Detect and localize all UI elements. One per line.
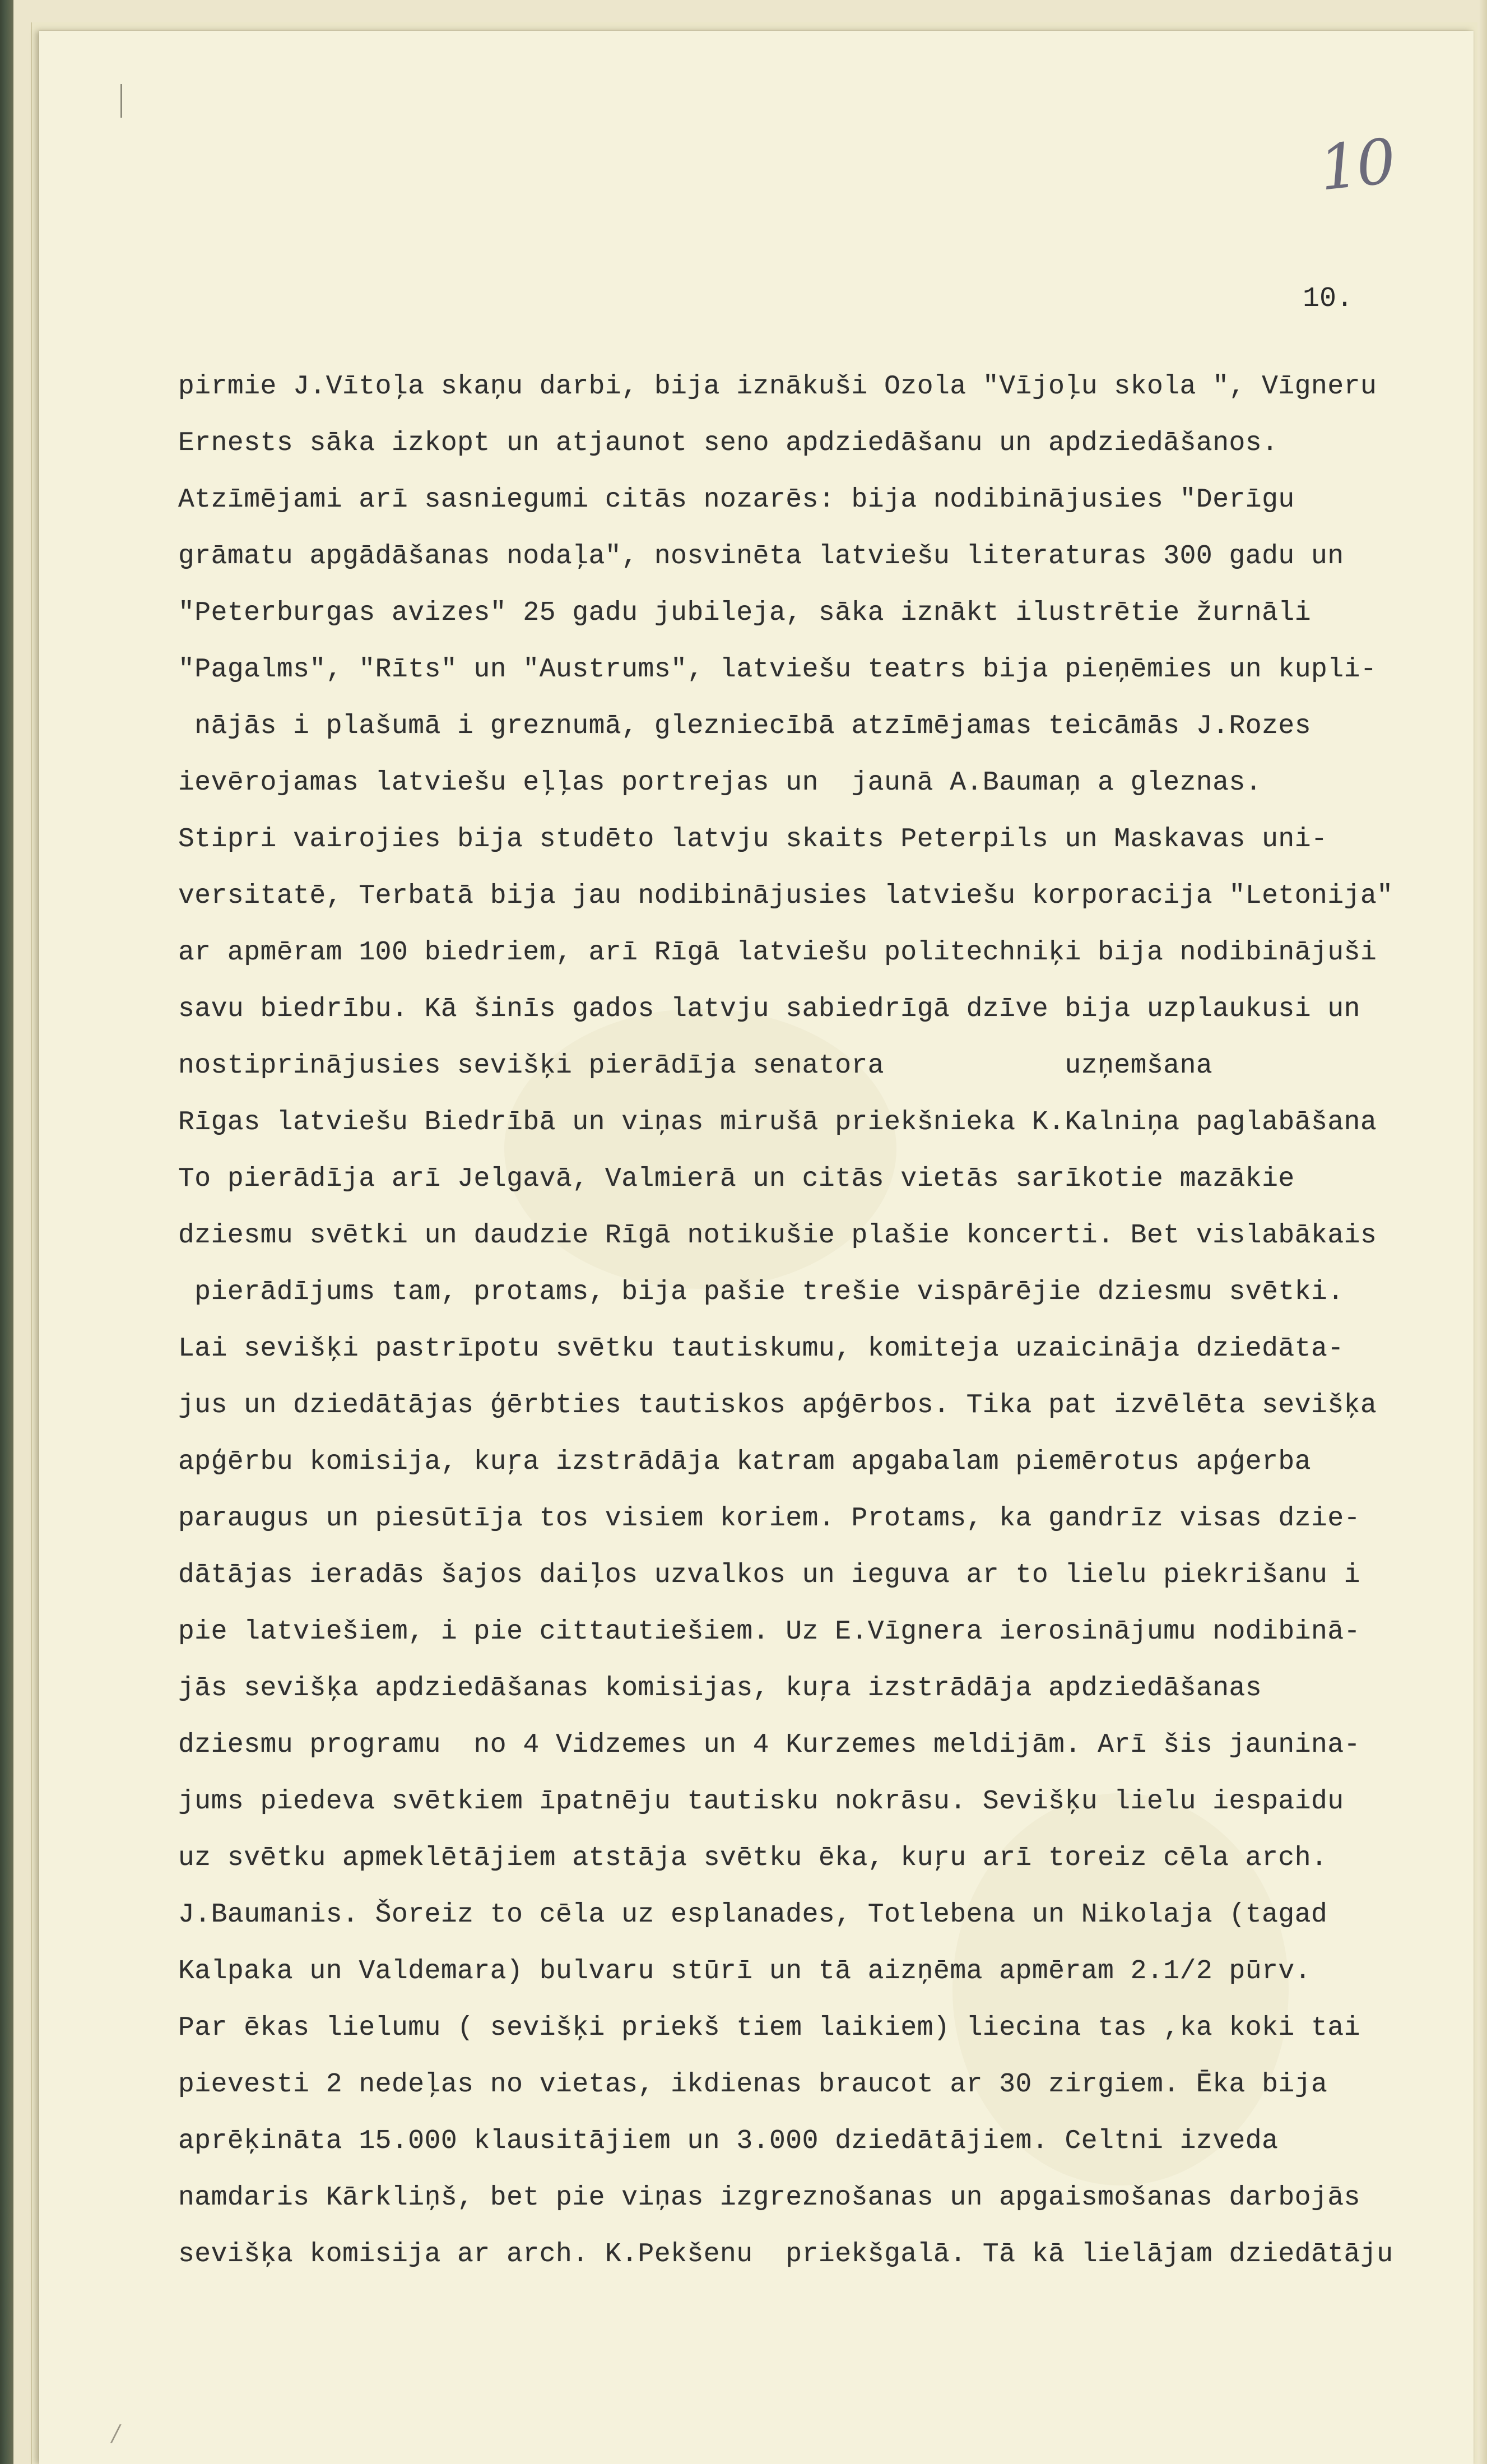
text-line: ar apmēram 100 biedriem, arī Rīgā latviešu politechniķi bija nodibinājuši [178,938,1377,968]
text-line: grāmatu apgādāšanas nodaļa", nosvinēta latviešu literaturas 300 gadu un [178,541,1344,572]
text-line: Kalpaka un Valdemara) bulvaru stūrī un tā aizņēma apmēram 2.1/2 pūrv. [178,1956,1312,1987]
text-line: Stipri vairojies bija studēto latvju skaits Peterpils un Maskavas uni- [178,824,1328,855]
typescript-body [178,359,1433,2283]
text-line: namdaris Kārkliņš, bet pie viņas izgreznošanas un apgaismošanas darbojās [178,2183,1360,2213]
text-line: "Pagalms", "Rīts" un "Austrums", latviešu teatrs bija pieņēmies un kupli- [178,655,1377,685]
margin-pencil-mark [120,84,122,118]
text-line: pirmie J.Vītoļa skaņu darbi, bija iznākuši Ozola "Vījoļu skola ", Vīgneru [178,372,1377,402]
text-line: dātājas ieradās šajos daiļos uzvalkos un ieguva ar to lielu piekrišanu i [178,1560,1360,1590]
text-line: sevišķa komisija ar arch. K.Pekšenu priekšgalā. Tā kā lielājam dziedātāju [178,2239,1393,2270]
text-line: ievērojamas latviešu eļļas portrejas un jaunā A.Baumaņ a gleznas. [178,768,1262,798]
text-line: uz svētku apmeklētājiem atstāja svētku ēka, kuŗu arī toreiz cēla arch. [178,1843,1328,1873]
text-line: Ernests sāka izkopt un atjaunot seno apdziedāšanu un apdziedāšanos. [178,428,1279,458]
text-line: pie latviešiem, i pie cittautiešiem. Uz E.Vīgnera ierosinājumu nodibinā- [178,1617,1360,1647]
text-line: "Peterburgas avizes" 25 gadu jubileja, sāka iznākt ilustrētie žurnāli [178,598,1312,628]
text-line: pievesti 2 nedeļas no vietas, ikdienas braucot ar 30 zirgiem. Ēka bija [178,2069,1328,2100]
typed-page-number: 10. [1303,283,1354,315]
pencil-margin-scribble: / [112,2421,120,2447]
text-line: apģērbu komisija, kuŗa izstrādāja katram apgabalam piemērotus apģerba [178,1447,1312,1477]
text-line: Lai sevišķi pastrīpotu svētku tautiskumu, komiteja uzaicināja dziedāta- [178,1334,1344,1364]
text-line: Par ēkas lielumu ( sevišķi priekš tiem laikiem) liecina tas ,ka koki tai [178,2013,1360,2043]
text-line: J.Baumanis. Šoreiz to cēla uz esplanades, Totlebena un Nikolaja (tagad [178,1900,1328,1930]
text-line: savu biedrību. Kā šinīs gados latvju sabiedrīgā dzīve bija uzplaukusi un [178,994,1360,1024]
text-line: aprēķināta 15.000 klausitājiem un 3.000 dziedātājiem. Celtni izveda [178,2126,1279,2156]
text-line: versitatē, Terbatā bija jau nodibinājusies latviešu korporacija "Letonija" [178,881,1393,911]
text-line: nostiprinājusies sevišķi pierādīja senatora uzņemšana [178,1051,1213,1081]
handwritten-folio-number: 10 [1316,125,1397,205]
text-line: Atzīmējami arī sasniegumi citās nozarēs: bija nodibinājusies "Derīgu [178,485,1295,515]
text-line: jums piedeva svētkiem īpatnēju tautisku nokrāsu. Sevišķu lielu iespaidu [178,1786,1344,1817]
book-binding [0,0,13,2464]
text-line: Rīgas latviešu Biedrībā un viņas mirušā priekšnieka K.Kalniņa paglabāšana [178,1107,1377,1138]
text-line: paraugus un piesūtīja tos visiem koriem. Protams, ka gandrīz visas dzie- [178,1504,1360,1534]
text-line: jās sevišķa apdziedāšanas komisijas, kuŗa izstrādāja apdziedāšanas [178,1673,1262,1704]
text-line: dziesmu svētki un daudzie Rīgā notikušie plašie koncerti. Bet vislabākais [178,1221,1377,1251]
text-line: dziesmu programu no 4 Vidzemes un 4 Kurzemes meldijām. Arī šis jaunina- [178,1730,1360,1760]
text-line: nājās i plašumā i greznumā, glezniecībā atzīmējamas teicāmās J.Rozes [178,711,1312,741]
text-line: jus un dziedātājas ģērbties tautiskos apģērbos. Tika pat izvēlēta sevišķa [178,1390,1377,1421]
text-line: pierādījums tam, protams, bija pašie trešie vispārējie dziesmu svētki. [178,1277,1344,1307]
text-line: To pierādīja arī Jelgavā, Valmierā un citās vietās sarīkotie mazākie [178,1164,1295,1194]
